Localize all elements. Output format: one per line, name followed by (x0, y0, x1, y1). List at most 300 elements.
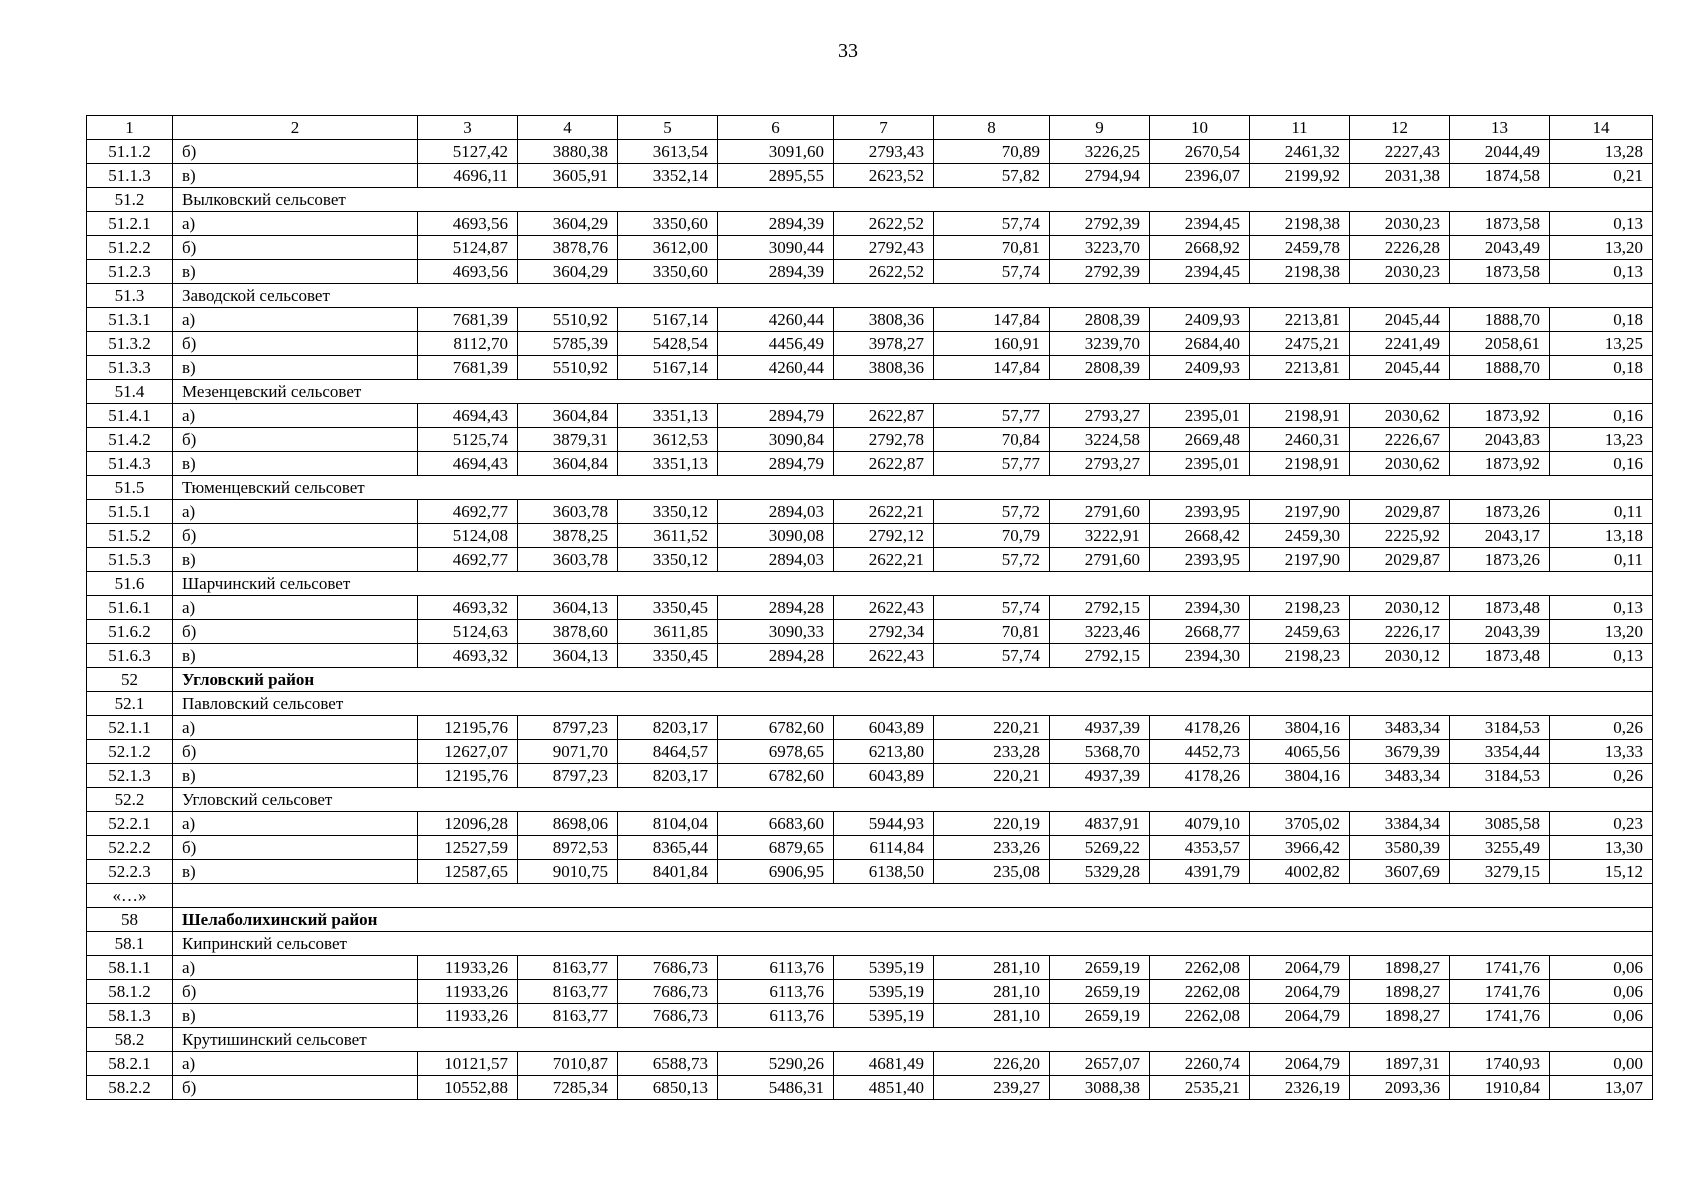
value-cell: 57,72 (934, 548, 1050, 572)
value-cell: 8797,23 (518, 716, 618, 740)
row-variant: б) (173, 428, 418, 452)
value-cell: 3611,52 (618, 524, 718, 548)
value-cell: 5486,31 (718, 1076, 834, 1100)
value-cell: 2791,60 (1050, 500, 1150, 524)
value-cell: 8163,77 (518, 1004, 618, 1028)
header-cell: 10 (1150, 116, 1250, 140)
row-variant: а) (173, 308, 418, 332)
council-name: Угловский сельсовет (173, 788, 1653, 812)
value-cell: 2622,43 (834, 596, 934, 620)
row-variant: б) (173, 620, 418, 644)
value-cell: 2894,03 (718, 500, 834, 524)
value-cell: 2064,79 (1250, 980, 1350, 1004)
value-cell: 6138,50 (834, 860, 934, 884)
value-cell: 4693,56 (418, 212, 518, 236)
table-row (87, 716, 1653, 740)
row-code: 51.3 (87, 284, 173, 308)
value-cell: 4456,49 (718, 332, 834, 356)
value-cell: 3090,08 (718, 524, 834, 548)
row-code: 51.2.2 (87, 236, 173, 260)
header-cell: 1 (87, 116, 173, 140)
council-name: Вылковский сельсовет (173, 188, 1653, 212)
value-cell: 3605,91 (518, 164, 618, 188)
value-cell: 3966,42 (1250, 836, 1350, 860)
value-cell: 6906,95 (718, 860, 834, 884)
value-cell: 2030,62 (1350, 404, 1450, 428)
header-cell: 7 (834, 116, 934, 140)
value-cell: 11933,26 (418, 1004, 518, 1028)
value-cell: 2064,79 (1250, 1052, 1350, 1076)
table-body (87, 116, 1653, 1100)
value-cell: 2659,19 (1050, 980, 1150, 1004)
value-cell: 7686,73 (618, 980, 718, 1004)
council-name: Мезенцевский сельсовет (173, 380, 1653, 404)
value-cell: 2409,93 (1150, 356, 1250, 380)
value-cell: 2622,21 (834, 500, 934, 524)
row-variant: в) (173, 452, 418, 476)
table-row (87, 356, 1653, 380)
value-cell: 3350,12 (618, 500, 718, 524)
value-cell: 2199,92 (1250, 164, 1350, 188)
row-code: 58.2 (87, 1028, 173, 1052)
value-cell: 8365,44 (618, 836, 718, 860)
row-code: 51.6 (87, 572, 173, 596)
value-cell: 3604,13 (518, 644, 618, 668)
value-cell: 2459,63 (1250, 620, 1350, 644)
value-cell: 2792,12 (834, 524, 934, 548)
value-cell: 13,25 (1550, 332, 1653, 356)
value-cell: 235,08 (934, 860, 1050, 884)
value-cell: 7681,39 (418, 308, 518, 332)
row-code: 58 (87, 908, 173, 932)
district-header-row (87, 668, 1653, 692)
value-cell: 2198,38 (1250, 260, 1350, 284)
value-cell: 2064,79 (1250, 956, 1350, 980)
value-cell: 0,06 (1550, 1004, 1653, 1028)
value-cell: 5510,92 (518, 308, 618, 332)
value-cell: 2029,87 (1350, 500, 1450, 524)
value-cell: 2393,95 (1150, 500, 1250, 524)
value-cell: 2793,43 (834, 140, 934, 164)
value-cell: 3604,29 (518, 260, 618, 284)
value-cell: 3612,00 (618, 236, 718, 260)
value-cell: 4837,91 (1050, 812, 1150, 836)
row-code: 52.1 (87, 692, 173, 716)
value-cell: 233,28 (934, 740, 1050, 764)
value-cell: 2622,52 (834, 260, 934, 284)
value-cell: 2793,27 (1050, 452, 1150, 476)
value-cell: 1874,58 (1450, 164, 1550, 188)
value-cell: 6978,65 (718, 740, 834, 764)
value-cell: 2668,77 (1150, 620, 1250, 644)
value-cell: 2657,07 (1050, 1052, 1150, 1076)
row-variant: б) (173, 236, 418, 260)
row-code: 52.1.3 (87, 764, 173, 788)
section-header-row (87, 788, 1653, 812)
value-cell: 2668,42 (1150, 524, 1250, 548)
value-cell: 2044,49 (1450, 140, 1550, 164)
value-cell: 0,11 (1550, 500, 1653, 524)
value-cell: 147,84 (934, 308, 1050, 332)
table-row (87, 404, 1653, 428)
value-cell: 1910,84 (1450, 1076, 1550, 1100)
value-cell: 2031,38 (1350, 164, 1450, 188)
value-cell: 4694,43 (418, 404, 518, 428)
value-cell: 5269,22 (1050, 836, 1150, 860)
value-cell: 3090,44 (718, 236, 834, 260)
district-header-row (87, 908, 1653, 932)
value-cell: 3088,38 (1050, 1076, 1150, 1100)
value-cell: 2459,78 (1250, 236, 1350, 260)
value-cell: 13,07 (1550, 1076, 1653, 1100)
table-row (87, 548, 1653, 572)
value-cell: 2895,55 (718, 164, 834, 188)
value-cell: 4693,56 (418, 260, 518, 284)
row-code: 51.5.2 (87, 524, 173, 548)
value-cell: 2227,43 (1350, 140, 1450, 164)
value-cell: 4937,39 (1050, 716, 1150, 740)
value-cell: 6850,13 (618, 1076, 718, 1100)
value-cell: 2669,48 (1150, 428, 1250, 452)
value-cell: 9010,75 (518, 860, 618, 884)
value-cell: 0,13 (1550, 212, 1653, 236)
value-cell: 3350,60 (618, 260, 718, 284)
value-cell: 2093,36 (1350, 1076, 1450, 1100)
value-cell: 2808,39 (1050, 308, 1150, 332)
value-cell: 3879,31 (518, 428, 618, 452)
row-variant: а) (173, 812, 418, 836)
value-cell: 2623,52 (834, 164, 934, 188)
table-row (87, 620, 1653, 644)
value-cell: 3255,49 (1450, 836, 1550, 860)
value-cell: 2622,87 (834, 404, 934, 428)
value-cell: 3804,16 (1250, 764, 1350, 788)
section-header-row (87, 188, 1653, 212)
value-cell: 4696,11 (418, 164, 518, 188)
value-cell: 2684,40 (1150, 332, 1250, 356)
value-cell: 11933,26 (418, 956, 518, 980)
value-cell: 1873,92 (1450, 452, 1550, 476)
value-cell: 12195,76 (418, 764, 518, 788)
header-cell: 11 (1250, 116, 1350, 140)
value-cell: 2262,08 (1150, 980, 1250, 1004)
value-cell: 2894,28 (718, 596, 834, 620)
value-cell: 70,81 (934, 236, 1050, 260)
value-cell: 1741,76 (1450, 956, 1550, 980)
value-cell: 3350,12 (618, 548, 718, 572)
value-cell: 2225,92 (1350, 524, 1450, 548)
value-cell: 8797,23 (518, 764, 618, 788)
row-variant: а) (173, 500, 418, 524)
value-cell: 13,20 (1550, 620, 1653, 644)
value-cell: 2894,79 (718, 452, 834, 476)
value-cell: 13,30 (1550, 836, 1653, 860)
value-cell: 3354,44 (1450, 740, 1550, 764)
value-cell: 3808,36 (834, 308, 934, 332)
row-code: 51.5 (87, 476, 173, 500)
value-cell: 3239,70 (1050, 332, 1150, 356)
value-cell: 2197,90 (1250, 548, 1350, 572)
table-row (87, 740, 1653, 764)
value-cell: 4937,39 (1050, 764, 1150, 788)
value-cell: 2792,34 (834, 620, 934, 644)
value-cell: 2262,08 (1150, 956, 1250, 980)
value-cell: 2808,39 (1050, 356, 1150, 380)
value-cell: 3611,85 (618, 620, 718, 644)
value-cell: 2213,81 (1250, 356, 1350, 380)
value-cell: 2393,95 (1150, 548, 1250, 572)
row-code: 51.2.3 (87, 260, 173, 284)
value-cell: 0,13 (1550, 260, 1653, 284)
row-variant: а) (173, 212, 418, 236)
table-row (87, 644, 1653, 668)
value-cell: 4079,10 (1150, 812, 1250, 836)
table-row (87, 764, 1653, 788)
value-cell: 3223,70 (1050, 236, 1150, 260)
value-cell: 4002,82 (1250, 860, 1350, 884)
value-cell: 2460,31 (1250, 428, 1350, 452)
value-cell: 4692,77 (418, 500, 518, 524)
value-cell: 57,77 (934, 452, 1050, 476)
value-cell: 3091,60 (718, 140, 834, 164)
row-code: 58.1 (87, 932, 173, 956)
value-cell: 2792,39 (1050, 260, 1150, 284)
row-variant: в) (173, 860, 418, 884)
value-cell: 4693,32 (418, 596, 518, 620)
value-cell: 2394,30 (1150, 644, 1250, 668)
value-cell: 2029,87 (1350, 548, 1450, 572)
row-variant: в) (173, 548, 418, 572)
value-cell: 226,20 (934, 1052, 1050, 1076)
value-cell: 8464,57 (618, 740, 718, 764)
value-cell: 1740,93 (1450, 1052, 1550, 1076)
value-cell: 57,74 (934, 260, 1050, 284)
row-variant: б) (173, 524, 418, 548)
value-cell: 6683,60 (718, 812, 834, 836)
value-cell: 57,74 (934, 212, 1050, 236)
value-cell: 3222,91 (1050, 524, 1150, 548)
value-cell: 2058,61 (1450, 332, 1550, 356)
value-cell: 281,10 (934, 956, 1050, 980)
value-cell: 7681,39 (418, 356, 518, 380)
row-variant: б) (173, 740, 418, 764)
value-cell: 7285,34 (518, 1076, 618, 1100)
table-row (87, 428, 1653, 452)
value-cell: 2262,08 (1150, 1004, 1250, 1028)
row-variant: а) (173, 1052, 418, 1076)
value-cell: 2043,17 (1450, 524, 1550, 548)
council-name: Заводской сельсовет (173, 284, 1653, 308)
value-cell: 4260,44 (718, 356, 834, 380)
row-variant: б) (173, 140, 418, 164)
value-cell: 3184,53 (1450, 764, 1550, 788)
value-cell: 3878,25 (518, 524, 618, 548)
value-cell: 3808,36 (834, 356, 934, 380)
value-cell: 3804,16 (1250, 716, 1350, 740)
value-cell: 0,26 (1550, 764, 1653, 788)
value-cell: 8698,06 (518, 812, 618, 836)
value-cell: 2459,30 (1250, 524, 1350, 548)
value-cell: 4065,56 (1250, 740, 1350, 764)
value-cell: 6114,84 (834, 836, 934, 860)
row-variant: а) (173, 596, 418, 620)
value-cell: 2894,39 (718, 260, 834, 284)
value-cell: 2792,15 (1050, 644, 1150, 668)
value-cell: 2395,01 (1150, 404, 1250, 428)
value-cell: 5395,19 (834, 956, 934, 980)
table-row (87, 1076, 1653, 1100)
value-cell: 239,27 (934, 1076, 1050, 1100)
value-cell: 6043,89 (834, 764, 934, 788)
value-cell: 3483,34 (1350, 764, 1450, 788)
value-cell: 0,18 (1550, 356, 1653, 380)
council-name: Павловский сельсовет (173, 692, 1653, 716)
value-cell: 4353,57 (1150, 836, 1250, 860)
value-cell: 1898,27 (1350, 956, 1450, 980)
district-name: Угловский район (173, 668, 1653, 692)
value-cell: 5368,70 (1050, 740, 1150, 764)
table-row (87, 596, 1653, 620)
value-cell: 1898,27 (1350, 1004, 1450, 1028)
value-cell: 1873,48 (1450, 644, 1550, 668)
table-row (87, 860, 1653, 884)
header-cell: 8 (934, 116, 1050, 140)
value-cell: 1873,58 (1450, 212, 1550, 236)
value-cell: 2260,74 (1150, 1052, 1250, 1076)
table-row (87, 956, 1653, 980)
council-name: Шарчинский сельсовет (173, 572, 1653, 596)
value-cell: 5167,14 (618, 308, 718, 332)
value-cell: 4178,26 (1150, 716, 1250, 740)
row-code: 51.4.1 (87, 404, 173, 428)
value-cell: 3085,58 (1450, 812, 1550, 836)
value-cell: 2198,23 (1250, 644, 1350, 668)
value-cell: 2043,83 (1450, 428, 1550, 452)
value-cell: 3878,60 (518, 620, 618, 644)
value-cell: 2409,93 (1150, 308, 1250, 332)
value-cell: 4681,49 (834, 1052, 934, 1076)
value-cell: 3580,39 (1350, 836, 1450, 860)
value-cell: 1873,92 (1450, 404, 1550, 428)
value-cell: 0,18 (1550, 308, 1653, 332)
value-cell: 1898,27 (1350, 980, 1450, 1004)
value-cell: 2030,12 (1350, 596, 1450, 620)
value-cell: 2792,39 (1050, 212, 1150, 236)
value-cell: 5124,63 (418, 620, 518, 644)
district-name: Шелаболихинский район (173, 908, 1653, 932)
council-name: Крутишинский сельсовет (173, 1028, 1653, 1052)
value-cell: 5785,39 (518, 332, 618, 356)
row-variant: в) (173, 356, 418, 380)
value-cell: 4178,26 (1150, 764, 1250, 788)
value-cell: 3878,76 (518, 236, 618, 260)
section-header-row (87, 692, 1653, 716)
value-cell: 2045,44 (1350, 308, 1450, 332)
value-cell: 6113,76 (718, 980, 834, 1004)
value-cell: 70,79 (934, 524, 1050, 548)
value-cell: 1873,26 (1450, 500, 1550, 524)
row-code: 52.1.2 (87, 740, 173, 764)
value-cell: 2394,30 (1150, 596, 1250, 620)
value-cell: 2894,39 (718, 212, 834, 236)
table-row (87, 1052, 1653, 1076)
value-cell: 57,82 (934, 164, 1050, 188)
value-cell: 2030,23 (1350, 212, 1450, 236)
row-variant: а) (173, 956, 418, 980)
value-cell: 12527,59 (418, 836, 518, 860)
value-cell: 3603,78 (518, 500, 618, 524)
value-cell: 3350,45 (618, 644, 718, 668)
value-cell: 12195,76 (418, 716, 518, 740)
value-cell: 2198,91 (1250, 404, 1350, 428)
table-row (87, 332, 1653, 356)
value-cell: 70,81 (934, 620, 1050, 644)
value-cell: 2030,12 (1350, 644, 1450, 668)
value-cell: 3226,25 (1050, 140, 1150, 164)
value-cell: 0,13 (1550, 596, 1653, 620)
row-code: 51.4 (87, 380, 173, 404)
value-cell: 5510,92 (518, 356, 618, 380)
value-cell: 3350,45 (618, 596, 718, 620)
value-cell: 5428,54 (618, 332, 718, 356)
value-cell: 1873,26 (1450, 548, 1550, 572)
row-code: 51.3.1 (87, 308, 173, 332)
value-cell: 8203,17 (618, 764, 718, 788)
row-variant: в) (173, 1004, 418, 1028)
table-row (87, 236, 1653, 260)
row-code: 52.1.1 (87, 716, 173, 740)
value-cell: 3679,39 (1350, 740, 1450, 764)
value-cell: 2226,67 (1350, 428, 1450, 452)
value-cell: 2198,38 (1250, 212, 1350, 236)
value-cell: 2043,39 (1450, 620, 1550, 644)
value-cell: 70,89 (934, 140, 1050, 164)
value-cell: 5124,87 (418, 236, 518, 260)
value-cell: 0,16 (1550, 404, 1653, 428)
value-cell: 3607,69 (1350, 860, 1450, 884)
section-header-row (87, 476, 1653, 500)
value-cell: 2213,81 (1250, 308, 1350, 332)
value-cell: 147,84 (934, 356, 1050, 380)
value-cell: 3483,34 (1350, 716, 1450, 740)
value-cell: 2043,49 (1450, 236, 1550, 260)
value-cell: 281,10 (934, 980, 1050, 1004)
value-cell: 1873,58 (1450, 260, 1550, 284)
row-code: 52.2.1 (87, 812, 173, 836)
row-code: 58.2.1 (87, 1052, 173, 1076)
table-row (87, 500, 1653, 524)
value-cell: 4694,43 (418, 452, 518, 476)
table-row (87, 1004, 1653, 1028)
value-cell: 3705,02 (1250, 812, 1350, 836)
table-row (87, 836, 1653, 860)
value-cell: 220,21 (934, 764, 1050, 788)
value-cell: 2792,43 (834, 236, 934, 260)
row-code: 52.2 (87, 788, 173, 812)
value-cell: 12096,28 (418, 812, 518, 836)
value-cell: 57,72 (934, 500, 1050, 524)
value-cell: 2622,87 (834, 452, 934, 476)
value-cell: 4692,77 (418, 548, 518, 572)
header-cell: 14 (1550, 116, 1653, 140)
value-cell: 6879,65 (718, 836, 834, 860)
row-code: «…» (87, 884, 173, 908)
header-cell: 4 (518, 116, 618, 140)
omission-fill (173, 884, 1653, 908)
value-cell: 2198,91 (1250, 452, 1350, 476)
table-row (87, 140, 1653, 164)
row-code: 51.6.2 (87, 620, 173, 644)
